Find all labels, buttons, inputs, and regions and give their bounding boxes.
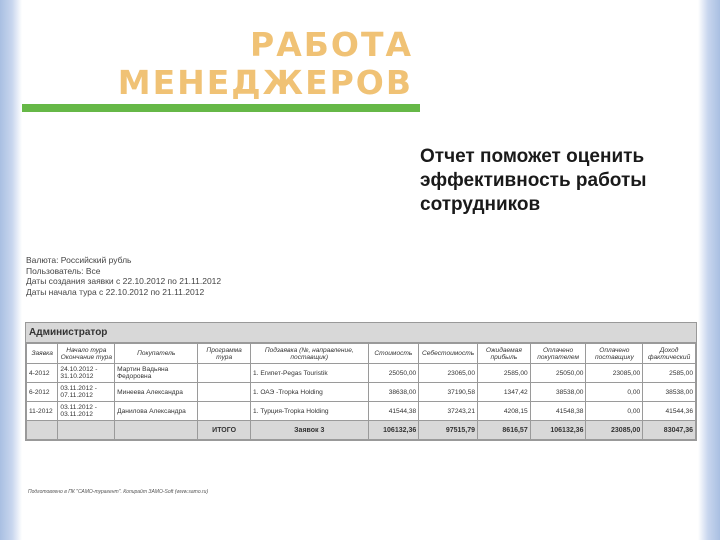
total-paid-by-buyer: 106132,36	[530, 421, 586, 440]
cell-order: 4-2012	[27, 364, 58, 383]
title-line-2: МЕНЕДЖЕРОВ	[117, 63, 413, 102]
filter-created-dates: Даты создания заявки с 22.10.2012 по 21.11.2012	[26, 276, 222, 286]
column-header: Доход фактический	[643, 344, 696, 364]
total-paid-to-supplier: 23085,00	[586, 421, 643, 440]
cell-cost: 25050,00	[368, 364, 419, 383]
cell-actual-income: 41544,36	[643, 402, 696, 421]
cell-paid-to-supplier: 0,00	[586, 402, 643, 421]
total-cell-empty	[115, 421, 198, 440]
cell-dates: 24.10.2012 - 31.10.2012	[58, 364, 115, 383]
cell-actual-income: 38538,00	[643, 383, 696, 402]
cell-cost: 38638,00	[368, 383, 419, 402]
total-cell-empty	[27, 421, 58, 440]
table-row	[27, 402, 696, 421]
cell-program	[198, 364, 251, 383]
slide	[22, 0, 698, 540]
cell-buyer: Минеева Александра	[115, 383, 198, 402]
cell-net-cost: 37243,21	[419, 402, 478, 421]
manager-report-table	[25, 322, 697, 441]
cell-paid-by-buyer: 25050,00	[530, 364, 586, 383]
column-header: Подзаявка (№, направление, поставщик)	[250, 344, 368, 364]
title-line-1: РАБОТА	[250, 25, 413, 64]
column-header: Себестоимость	[419, 344, 478, 364]
report-footer-note: Подготовлено в ПК "САМО-турагент". Копирайт ЗАМО-Soft (www.samo.ru)	[28, 489, 209, 495]
cell-order: 6-2012	[27, 383, 58, 402]
total-cost: 106132,36	[368, 421, 419, 440]
report-group-header: Администратор	[26, 323, 696, 343]
filter-tour-dates: Даты начала тура с 22.10.2012 по 21.11.2012	[26, 286, 205, 297]
total-net-cost: 97515,79	[419, 421, 478, 440]
cell-expected-profit: 4208,15	[478, 402, 531, 421]
table-row	[27, 364, 696, 383]
column-header: Заявка	[27, 344, 58, 364]
report-filters	[26, 255, 221, 297]
column-header: Начало тура Окончание тура	[58, 344, 115, 364]
table-row	[27, 383, 696, 402]
column-header: Программа тура	[198, 344, 251, 364]
cell-actual-income: 2585,00	[643, 364, 696, 383]
column-header: Оплачено поставщику	[586, 344, 643, 364]
cell-dates: 03.11.2012 - 07.11.2012	[58, 383, 115, 402]
cell-order: 11-2012	[27, 402, 58, 421]
cell-expected-profit: 1347,42	[478, 383, 531, 402]
title-underline-bar	[22, 104, 420, 112]
cell-paid-by-buyer: 41548,38	[530, 402, 586, 421]
column-header: Ожидаемая прибыль	[478, 344, 531, 364]
total-row	[27, 421, 696, 440]
slide-subtitle: Отчет поможет оценить эффективность работы сотрудников	[420, 146, 647, 215]
cell-paid-to-supplier: 23085,00	[586, 364, 643, 383]
cell-net-cost: 23065,00	[419, 364, 478, 383]
cell-suborder: 1. ОАЭ -Tropka Holding	[250, 383, 368, 402]
report-table	[26, 343, 696, 440]
cell-program	[198, 383, 251, 402]
total-count: Заявок 3	[250, 421, 368, 440]
column-header: Оплачено покупателем	[530, 344, 586, 364]
total-cell-empty	[58, 421, 115, 440]
cell-program	[198, 402, 251, 421]
column-header: Покупатель	[115, 344, 198, 364]
cell-expected-profit: 2585,00	[478, 364, 531, 383]
slide-title	[118, 26, 413, 102]
cell-buyer: Мартин Вадьяна Федоровна	[115, 364, 198, 383]
filter-user: Пользователь: Все	[26, 265, 101, 276]
cell-dates: 03.11.2012 - 03.11.2012	[58, 402, 115, 421]
cell-net-cost: 37190,58	[419, 383, 478, 402]
total-expected-profit: 8616,57	[478, 421, 531, 440]
column-header: Стоимость	[368, 344, 419, 364]
total-actual-income: 83047,36	[643, 421, 696, 440]
cell-paid-to-supplier: 0,00	[586, 383, 643, 402]
cell-cost: 41544,38	[368, 402, 419, 421]
table-header-row	[27, 344, 696, 364]
filter-currency: Валюта: Российский рубль	[26, 255, 132, 265]
cell-suborder: 1. Турция-Tropka Holding	[250, 402, 368, 421]
cell-suborder: 1. Египет-Pegas Touristik	[250, 364, 368, 383]
total-label: ИТОГО	[198, 421, 251, 440]
cell-paid-by-buyer: 38538,00	[530, 383, 586, 402]
cell-buyer: Данилова Александра	[115, 402, 198, 421]
